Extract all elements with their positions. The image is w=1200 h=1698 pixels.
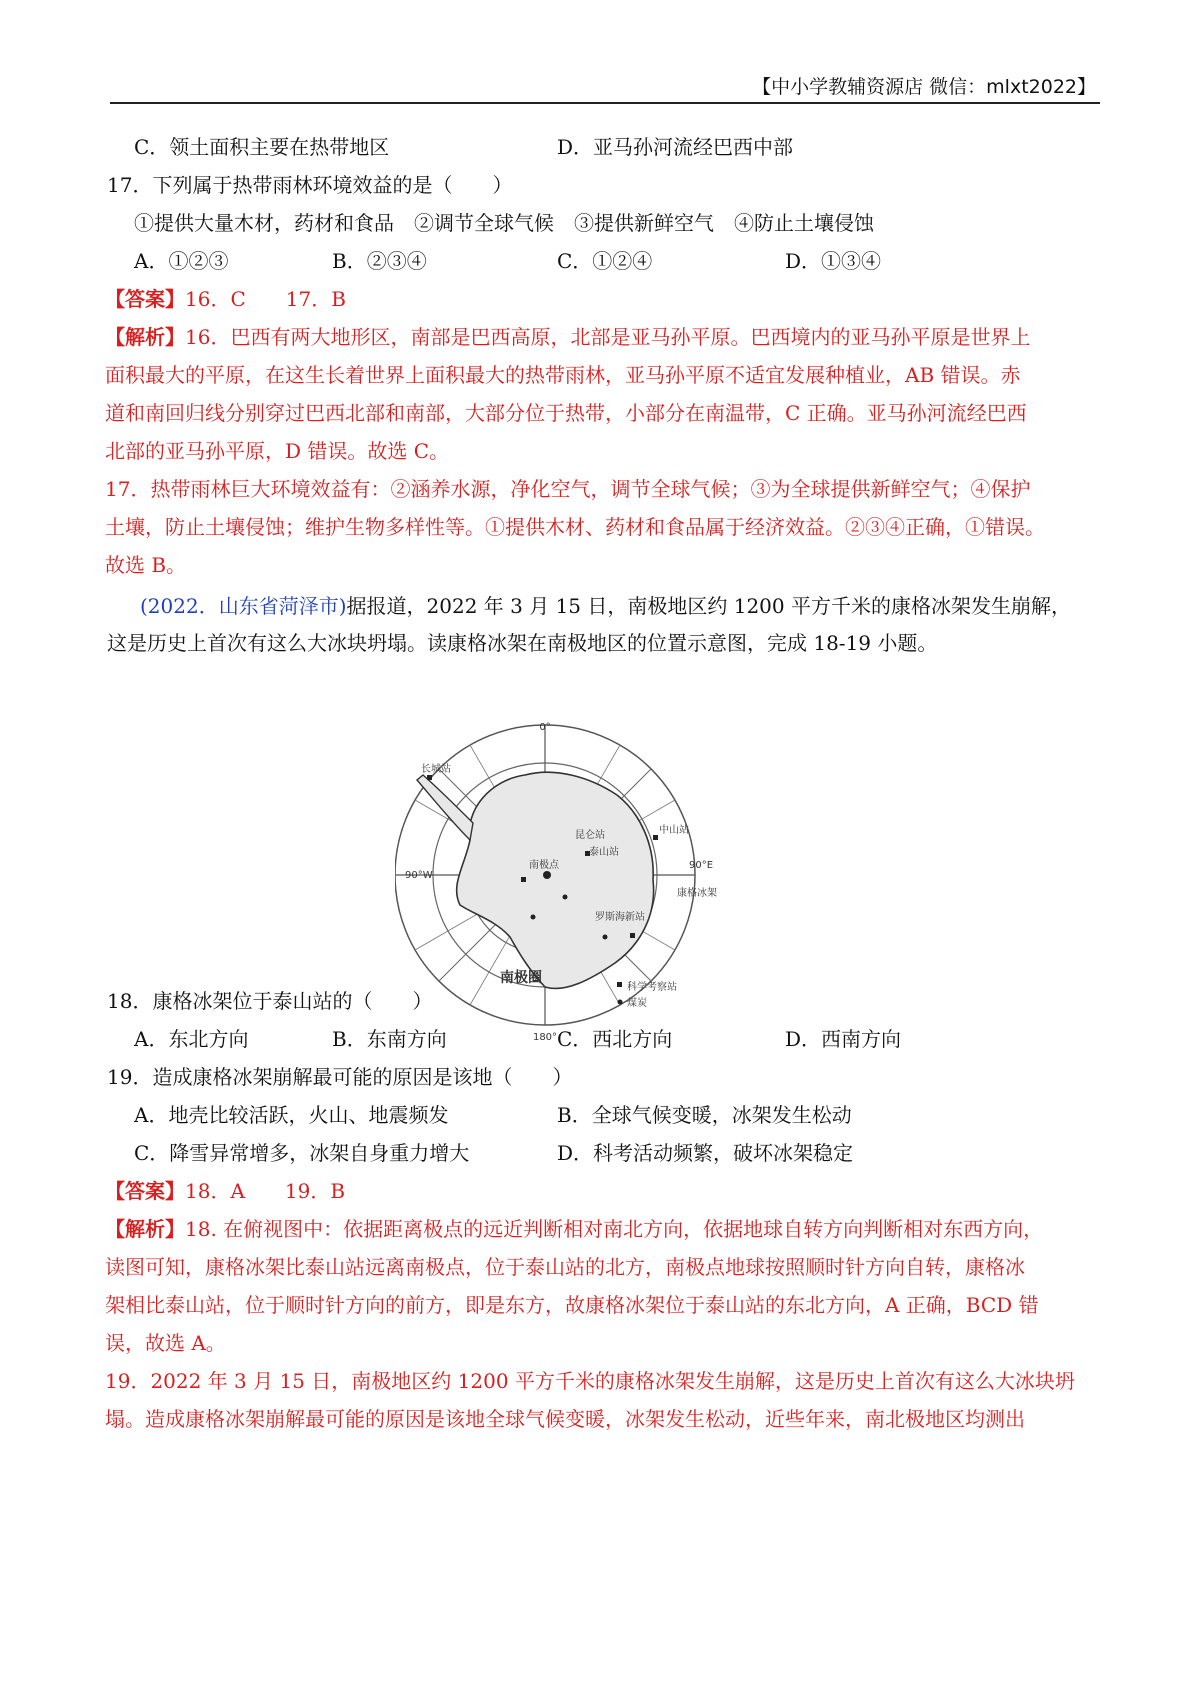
answer-label: 【答案】: [105, 287, 185, 311]
header-text: 【中小学教辅资源店 微信：mlxt2022】: [752, 76, 1096, 98]
q19-option-d: D．科考活动频繁，破坏冰架稳定: [557, 1141, 854, 1165]
station-marker: [521, 877, 526, 882]
label-luosihai: 罗斯海新站: [595, 912, 645, 923]
q19-option-b: B．全球气候变暖，冰架发生松动: [557, 1103, 852, 1127]
label-zhongshan: 中山站: [659, 825, 689, 836]
label-changcheng: 长城站: [421, 764, 451, 775]
answer-label: 【答案】: [105, 1179, 185, 1203]
q19-option-c: C．降雪异常增多，冰架自身重力增大: [134, 1141, 470, 1165]
label-circle: 南极圈: [500, 970, 542, 986]
explanation-line: [105, 1215, 1043, 1243]
explanation-line: 读图可知，康格冰架比泰山站远离南极点，位于泰山站的北方，南极点地球按照顺时针方向自转，康格冰: [105, 1255, 1025, 1279]
explanation-line: 面积最大的平原，在这生长着世界上面积最大的热带雨林，亚马孙平原不适宜发展种植业，AB 错误。赤: [105, 363, 1021, 387]
q17-option-c: C．①②④: [557, 249, 653, 273]
q17-option-b: B．②③④: [332, 249, 427, 273]
q18-option-a: A．东北方向: [134, 1027, 249, 1051]
page-header: [110, 72, 1100, 104]
explanation-label: 【解析】: [105, 1217, 185, 1241]
label-90w: 90°W: [405, 870, 433, 881]
q16-option-d: D．亚马孙河流经巴西中部: [557, 135, 794, 159]
q18-option-c: C．西北方向: [557, 1027, 673, 1051]
label-kunlun: 昆仑站: [575, 830, 605, 841]
q17-option-d: D．①③④: [785, 249, 882, 273]
q19-stem: 19．造成康格冰架崩解最可能的原因是该地（ ）: [107, 1065, 573, 1089]
luosihai-marker: [630, 933, 635, 938]
answer-16-17: [105, 285, 346, 313]
q17-stem: 17．下列属于热带雨林环境效益的是（ ）: [107, 173, 513, 197]
q18-option-b: B．东南方向: [332, 1027, 447, 1051]
antarctic-continent: [457, 772, 654, 988]
answer-text: 16．C 17．B: [185, 287, 346, 311]
intro-line: 这是历史上首次有这么大冰块坍塌。读康格冰架在南极地区的位置示意图，完成 18-19 小题。: [107, 631, 938, 655]
q17-option-a: A．①②③: [134, 249, 229, 273]
answer-text: 18．A 19．B: [185, 1179, 346, 1203]
explanation-text: 18. 在俯视图中：依据距离极点的远近判断相对南北方向，依据地球自转方向判断相对东西方向，: [185, 1217, 1044, 1241]
answer-18-19: [105, 1177, 345, 1205]
explanation-line: 误，故选 A。: [105, 1331, 226, 1355]
intro-line: [140, 592, 1071, 620]
intro-text: 据报道，2022 年 3 月 15 日，南极地区约 1200 平方千米的康格冰架发生崩解，: [346, 594, 1071, 618]
q17-items: ①提供大量木材，药材和食品 ②调节全球气候 ③提供新鲜空气 ④防止土壤侵蚀: [134, 211, 874, 235]
changcheng-marker: [427, 775, 432, 780]
legend-coal: 煤炭: [627, 998, 647, 1009]
antarctica-map: [395, 720, 805, 1060]
label-180: 180°: [532, 1032, 558, 1043]
antarctic-peninsula: [417, 775, 473, 840]
explanation-line: 塌。造成康格冰架崩解最可能的原因是该地全球气候变暖，冰架发生松动，近些年来，南北极地区均测出: [105, 1407, 1025, 1431]
label-taishan: 泰山站: [589, 847, 619, 858]
q18-option-d: D．西南方向: [785, 1027, 902, 1051]
q16-option-c: C．领土面积主要在热带地区: [134, 135, 390, 159]
label-pole: 南极点: [529, 860, 559, 871]
legend-station: 科学考察站: [627, 982, 677, 993]
label-0: 0°: [539, 722, 551, 733]
q19-option-a: A．地壳比较活跃，火山、地震频发: [134, 1103, 449, 1127]
q18-stem: 18．康格冰架位于泰山站的（ ）: [107, 989, 433, 1013]
zhongshan-marker: [653, 835, 658, 840]
explanation-line: [105, 323, 1030, 351]
explanation-line: 北部的亚马孙平原，D 错误。故选 C。: [105, 439, 450, 463]
pole-marker: [543, 871, 551, 879]
explanation-line: 土壤，防止土壤侵蚀；维护生物多样性等。①提供木材、药材和食品属于经济效益。②③④正确，①错误。: [105, 515, 1045, 539]
explanation-line: 17．热带雨林巨大环境效益有：②涵养水源，净化空气，调节全球气候；③为全球提供新鲜空气；④保护: [105, 477, 1031, 501]
label-kangge: 康格冰架: [677, 888, 717, 899]
explanation-line: 19．2022 年 3 月 15 日，南极地区约 1200 平方千米的康格冰架发生崩解，这是历史上首次有这么大冰块坍: [105, 1369, 1075, 1393]
source-tag: (2022．山东省菏泽市): [140, 594, 347, 618]
explanation-line: 道和南回归线分别穿过巴西北部和南部，大部分位于热带，小部分在南温带，C 正确。亚马孙河流经巴西: [105, 401, 1027, 425]
explanation-text: 16．巴西有两大地形区，南部是巴西高原，北部是亚马孙平原。巴西境内的亚马孙平原是世界上: [185, 325, 1031, 349]
explanation-line: 架相比泰山站，位于顺时针方向的前方，即是东方，故康格冰架位于泰山站的东北方向，A 正确，BCD 错: [105, 1293, 1039, 1317]
explanation-line: 故选 B。: [105, 553, 187, 577]
explanation-label: 【解析】: [105, 325, 185, 349]
label-90e: 90°E: [689, 860, 714, 871]
